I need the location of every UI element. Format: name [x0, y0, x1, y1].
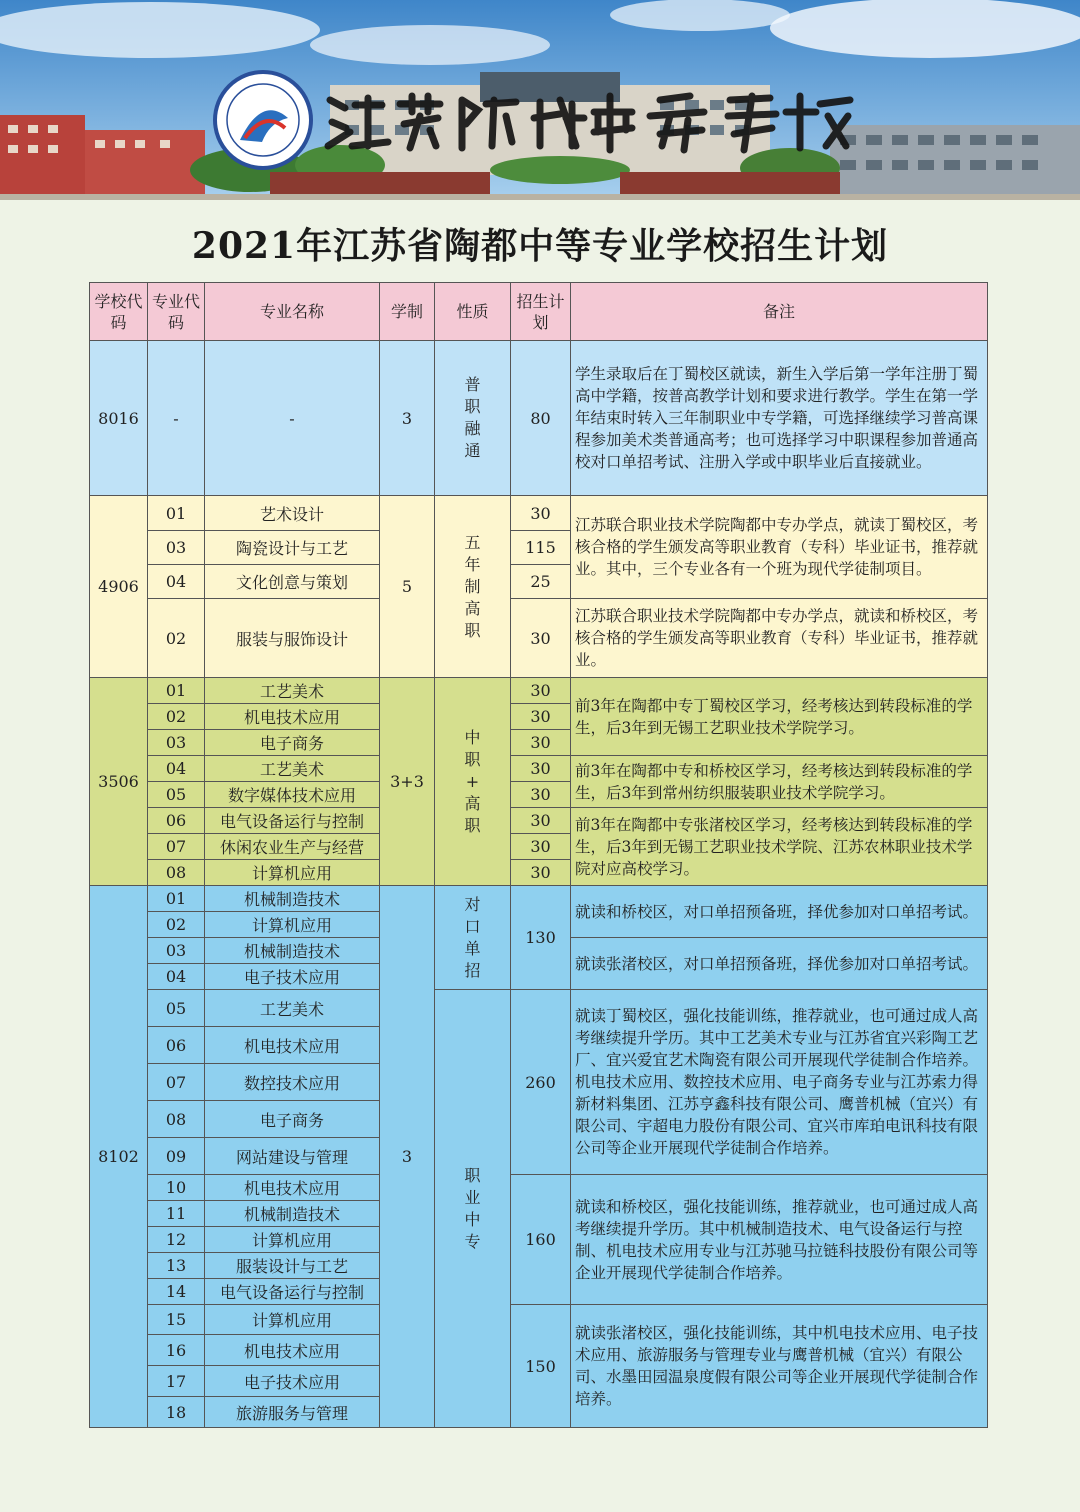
- major-name: -: [205, 341, 380, 496]
- major-name: 电子商务: [205, 1101, 380, 1138]
- plan: 260: [511, 990, 571, 1175]
- duration: 5: [380, 496, 435, 678]
- major-name: 机械制造技术: [205, 1201, 380, 1227]
- plan: 30: [511, 860, 571, 886]
- major-name: 机电技术应用: [205, 1175, 380, 1201]
- plan: 160: [511, 1175, 571, 1305]
- table-row: [90, 1305, 988, 1335]
- school-code: 4906: [90, 496, 148, 678]
- major-code: 03: [148, 531, 205, 565]
- nature: 中 职 + 高 职: [435, 678, 511, 886]
- major-code: 13: [148, 1253, 205, 1279]
- major-code: 05: [148, 782, 205, 808]
- major-name: 数字媒体技术应用: [205, 782, 380, 808]
- plan: 30: [511, 782, 571, 808]
- major-code: 17: [148, 1366, 205, 1397]
- table-row: [90, 886, 988, 912]
- major-name: 电气设备运行与控制: [205, 1279, 380, 1305]
- table-row: [90, 808, 988, 834]
- nature: 五 年 制 高 职: [435, 496, 511, 678]
- major-code: 04: [148, 756, 205, 782]
- plan: 30: [511, 808, 571, 834]
- plan: 130: [511, 886, 571, 990]
- table-row: [90, 678, 988, 704]
- major-name: 网站建设与管理: [205, 1138, 380, 1175]
- major-code: 02: [148, 912, 205, 938]
- major-name: 机械制造技术: [205, 886, 380, 912]
- major-name: 工艺美术: [205, 990, 380, 1027]
- campus-photo: [0, 0, 1080, 200]
- plan: 30: [511, 756, 571, 782]
- plan: 30: [511, 678, 571, 704]
- major-code: 01: [148, 886, 205, 912]
- table-header-row: [90, 283, 988, 341]
- school-code: 3506: [90, 678, 148, 886]
- major-code: 07: [148, 1064, 205, 1101]
- header-plan: 招生计划: [511, 283, 571, 341]
- major-code: 02: [148, 704, 205, 730]
- duration: 3: [380, 886, 435, 1428]
- major-name: 文化创意与策划: [205, 565, 380, 599]
- plan: 30: [511, 599, 571, 678]
- note: 就读张渚校区，对口单招预备班，择优参加对口单招考试。: [571, 938, 988, 990]
- note: 江苏联合职业技术学院陶都中专办学点，就读丁蜀校区，考核合格的学生颁发高等职业教育（专科）毕业证书，推荐就业。其中，三个专业各有一个班为现代学徒制项目。: [571, 496, 988, 599]
- note: 江苏联合职业技术学院陶都中专办学点，就读和桥校区，考核合格的学生颁发高等职业教育（专科）毕业证书，推荐就业。: [571, 599, 988, 678]
- major-name: 机电技术应用: [205, 1335, 380, 1366]
- major-name: 机械制造技术: [205, 938, 380, 964]
- major-code: 03: [148, 938, 205, 964]
- table-row: [90, 990, 988, 1027]
- duration: 3+3: [380, 678, 435, 886]
- table-row: [90, 599, 988, 678]
- major-name: 计算机应用: [205, 1227, 380, 1253]
- major-name: 陶瓷设计与工艺: [205, 531, 380, 565]
- school-code: 8102: [90, 886, 148, 1428]
- major-code: 03: [148, 730, 205, 756]
- plan: 80: [511, 341, 571, 496]
- note: 就读张渚校区，强化技能训练，其中机电技术应用、电子技术应用、旅游服务与管理专业与鹰普机械（宜兴）有限公司、水墨田园温泉度假有限公司等企业开展现代学徒制合作培养。: [571, 1305, 988, 1428]
- header-notes: 备注: [571, 283, 988, 341]
- header-major-code: 专业代码: [148, 283, 205, 341]
- table-row: [90, 496, 988, 531]
- note: 学生录取后在丁蜀校区就读，新生入学后第一学年注册丁蜀高中学籍，按普高教学计划和要求进行教学。学生在第一学年结束时转入三年制职业中专学籍，可选择继续学习普高课程参加美术类普通高考；也可选择学习中职课程参加普通高校对口单招考试、注册入学或中职毕业后直接就业。: [571, 341, 988, 496]
- major-code: 04: [148, 964, 205, 990]
- major-name: 服装设计与工艺: [205, 1253, 380, 1279]
- major-code: 18: [148, 1397, 205, 1428]
- table-row: [90, 341, 988, 496]
- plan: 30: [511, 704, 571, 730]
- major-name: 休闲农业生产与经营: [205, 834, 380, 860]
- note: 前3年在陶都中专和桥校区学习，经考核达到转段标准的学生，后3年到常州纺织服装职业技术学院学习。: [571, 756, 988, 808]
- major-code: 06: [148, 1027, 205, 1064]
- enrollment-plan-table: [89, 282, 988, 1428]
- major-code: 08: [148, 1101, 205, 1138]
- major-name: 工艺美术: [205, 756, 380, 782]
- header-banner: [0, 0, 1080, 200]
- header-major-name: 专业名称: [205, 283, 380, 341]
- major-name: 计算机应用: [205, 1305, 380, 1335]
- nature: 对 口 单 招: [435, 886, 511, 990]
- plan: 25: [511, 565, 571, 599]
- plan: 150: [511, 1305, 571, 1428]
- nature: 职 业 中 专: [435, 990, 511, 1428]
- note: 就读和桥校区，强化技能训练，推荐就业，也可通过成人高考继续提升学历。其中机械制造技术、电气设备运行与控制、机电技术应用专业与江苏驰马拉链科技股份有限公司等企业开展现代学徒制合作培养。: [571, 1175, 988, 1305]
- header-duration: 学制: [380, 283, 435, 341]
- duration: 3: [380, 341, 435, 496]
- major-name: 计算机应用: [205, 860, 380, 886]
- major-name: 工艺美术: [205, 678, 380, 704]
- major-name: 服装与服饰设计: [205, 599, 380, 678]
- major-code: 02: [148, 599, 205, 678]
- major-name: 电子技术应用: [205, 964, 380, 990]
- major-code: 10: [148, 1175, 205, 1201]
- header-school-code: 学校代码: [90, 283, 148, 341]
- major-name: 电子商务: [205, 730, 380, 756]
- major-name: 机电技术应用: [205, 1027, 380, 1064]
- major-name: 计算机应用: [205, 912, 380, 938]
- major-code: 15: [148, 1305, 205, 1335]
- major-code: -: [148, 341, 205, 496]
- plan: 115: [511, 531, 571, 565]
- major-code: 01: [148, 496, 205, 531]
- major-name: 艺术设计: [205, 496, 380, 531]
- nature: 普 职 融 通: [435, 341, 511, 496]
- note: 前3年在陶都中专张渚校区学习，经考核达到转段标准的学生，后3年到无锡工艺职业技术学院、江苏农林职业技术学院对应高校学习。: [571, 808, 988, 886]
- note: 前3年在陶都中专丁蜀校区学习，经考核达到转段标准的学生，后3年到无锡工艺职业技术学院学习。: [571, 678, 988, 756]
- major-code: 05: [148, 990, 205, 1027]
- major-code: 08: [148, 860, 205, 886]
- major-code: 16: [148, 1335, 205, 1366]
- major-name: 电气设备运行与控制: [205, 808, 380, 834]
- major-name: 数控技术应用: [205, 1064, 380, 1101]
- major-code: 07: [148, 834, 205, 860]
- page-title: 2021年江苏省陶都中等专业学校招生计划: [191, 225, 889, 267]
- note: 就读丁蜀校区，强化技能训练，推荐就业，也可通过成人高考继续提升学历。其中工艺美术专业与江苏省宜兴彩陶工艺厂、宜兴爱宜艺术陶瓷有限公司开展现代学徒制合作培养。机电技术应用、数控技术应用、电子商务专业与江苏索力得新材料集团、江苏亨鑫科技有限公司、鹰普机械（宜兴）有限公司、宇超电力股份有限公司、宜兴市库珀电讯科技有限公司等企业开展现代学徒制合作培养。: [571, 990, 988, 1175]
- major-code: 06: [148, 808, 205, 834]
- major-code: 11: [148, 1201, 205, 1227]
- major-code: 01: [148, 678, 205, 704]
- major-code: 09: [148, 1138, 205, 1175]
- school-code: 8016: [90, 341, 148, 496]
- plan: 30: [511, 834, 571, 860]
- major-name: 机电技术应用: [205, 704, 380, 730]
- major-code: 04: [148, 565, 205, 599]
- plan: 30: [511, 730, 571, 756]
- major-code: 12: [148, 1227, 205, 1253]
- table-row: [90, 756, 988, 782]
- plan: 30: [511, 496, 571, 531]
- header-nature: 性质: [435, 283, 511, 341]
- table-row: [90, 1175, 988, 1201]
- major-name: 电子技术应用: [205, 1366, 380, 1397]
- major-name: 旅游服务与管理: [205, 1397, 380, 1428]
- major-code: 14: [148, 1279, 205, 1305]
- note: 就读和桥校区，对口单招预备班，择优参加对口单招考试。: [571, 886, 988, 938]
